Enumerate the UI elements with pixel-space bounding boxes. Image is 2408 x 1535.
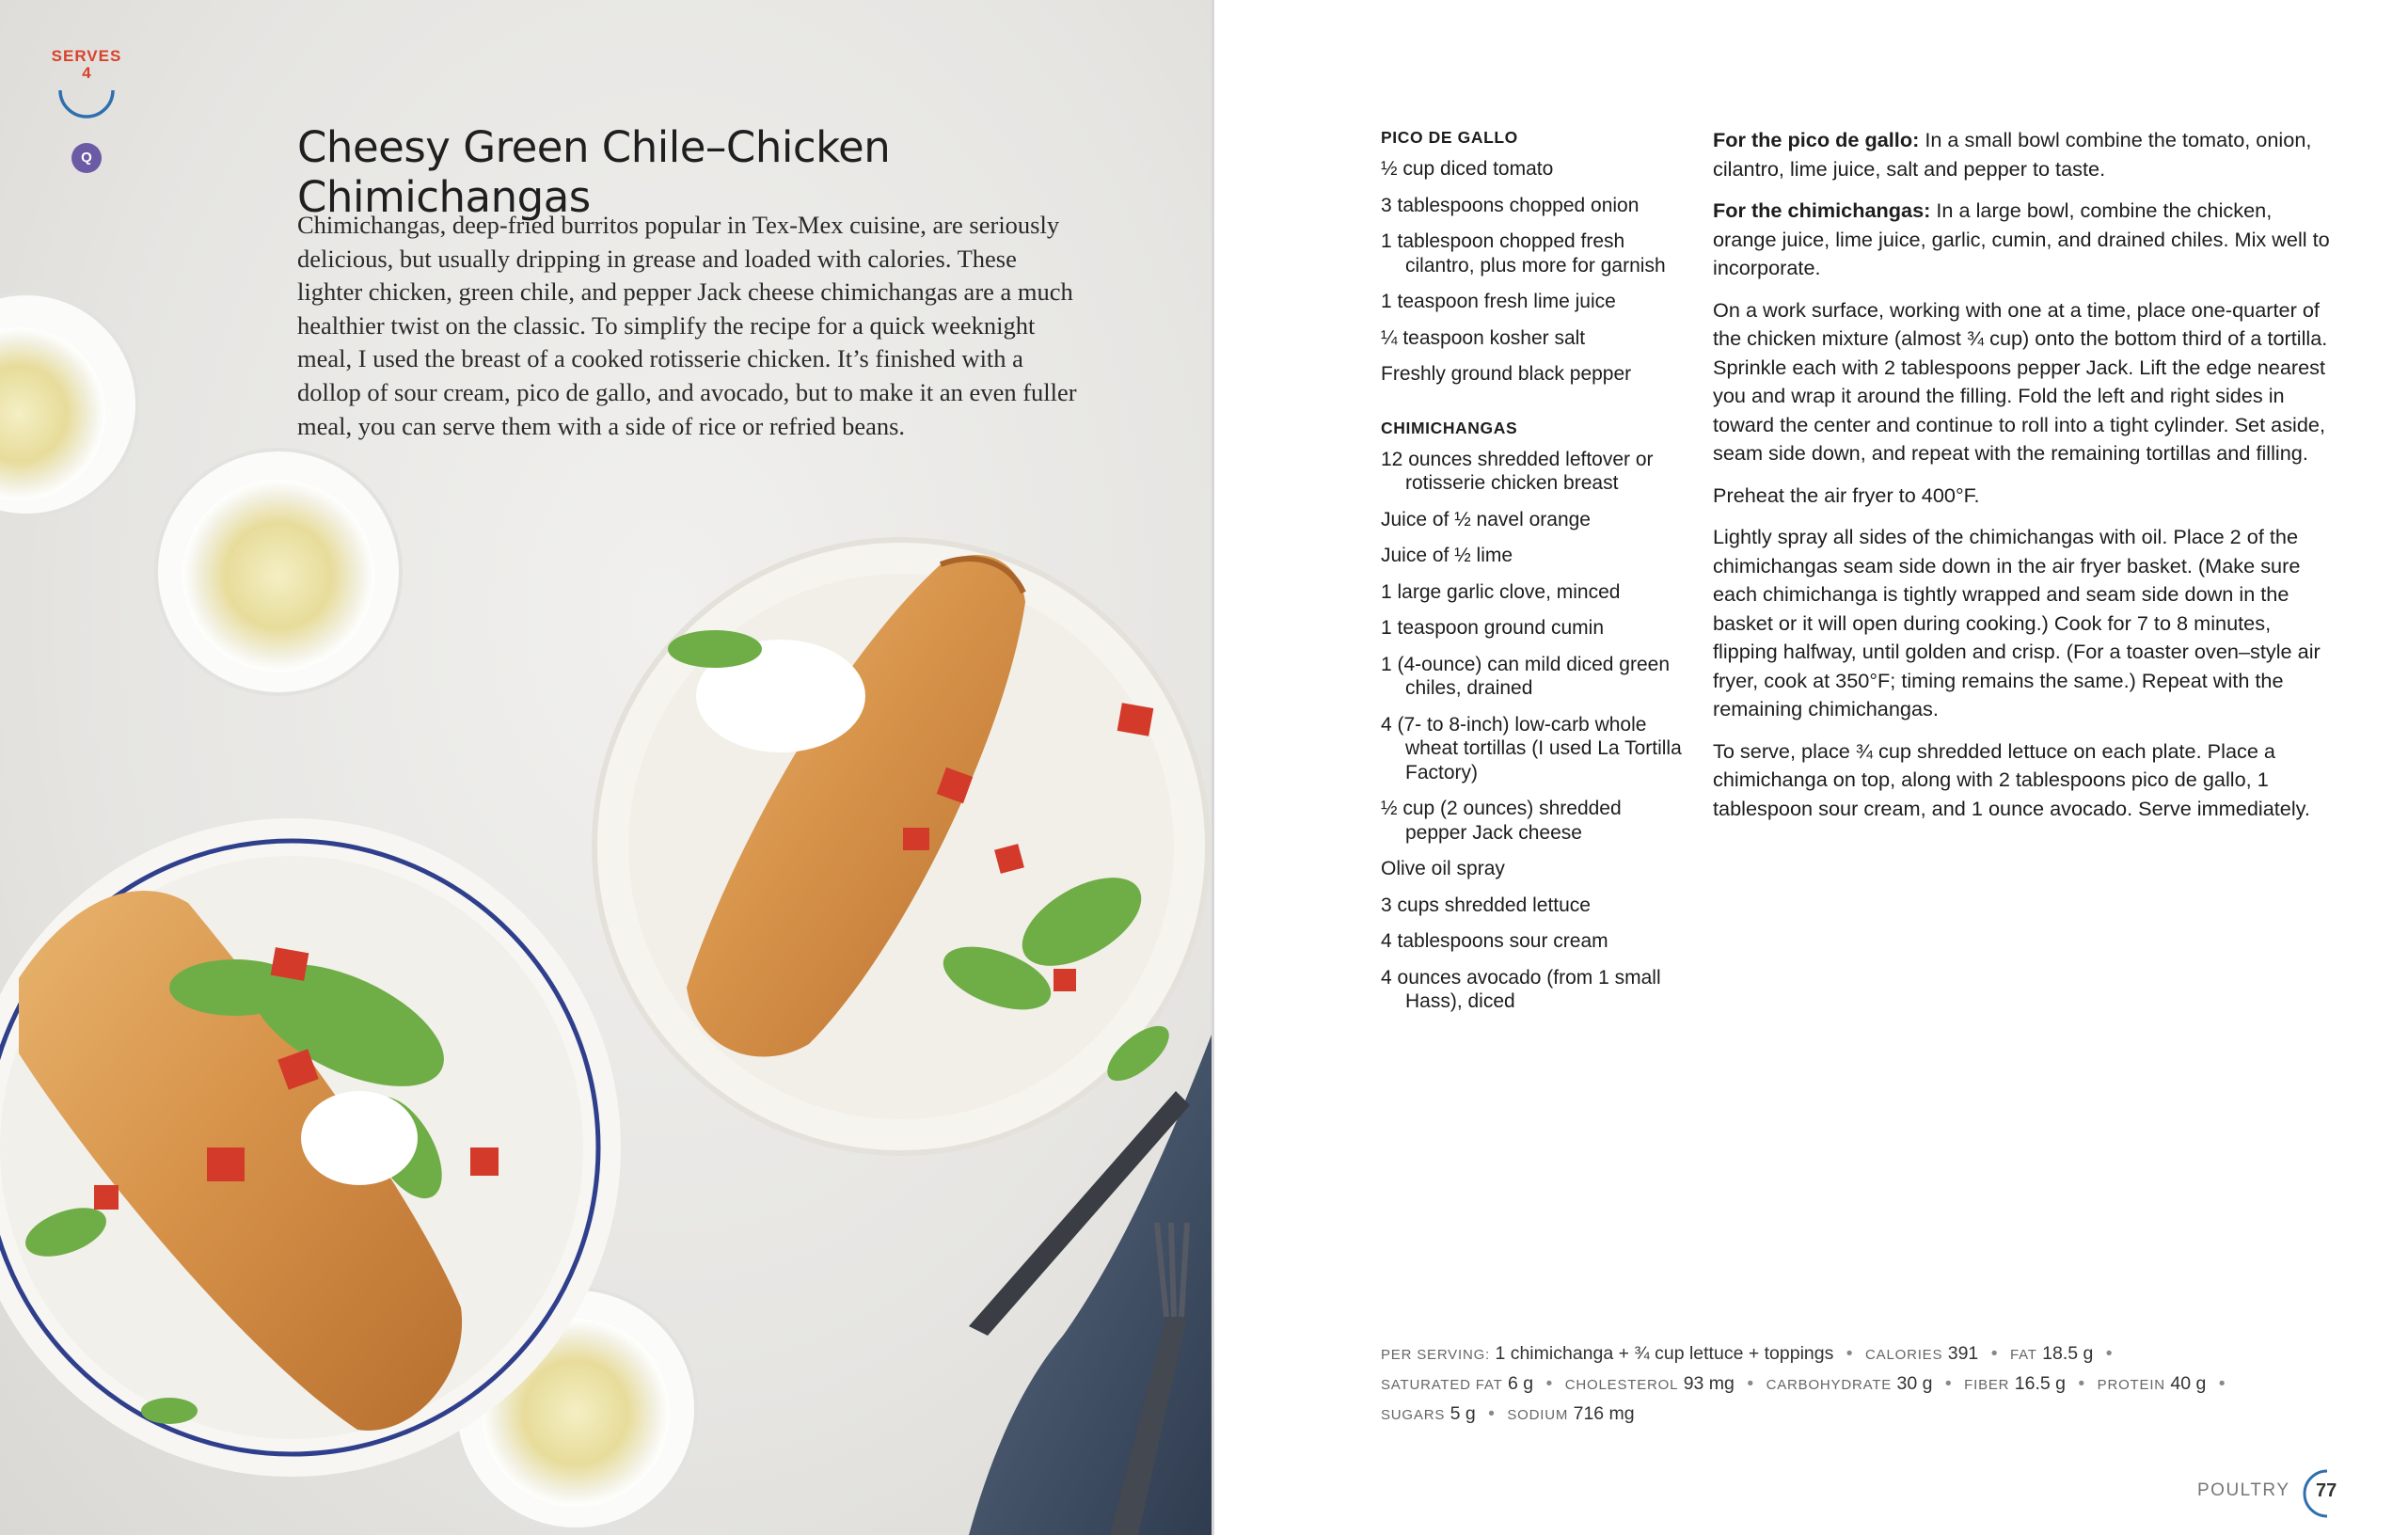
protein-label: PROTEIN — [2097, 1377, 2165, 1393]
per-serving-label: PER SERVING: — [1381, 1347, 1491, 1363]
separator: • — [1944, 1373, 1952, 1394]
pico-heading: PICO DE GALLO — [1381, 128, 1518, 147]
section-name: POULTRY — [2197, 1480, 2290, 1500]
method-text: In a large bowl, combine the chicken, orange juice, lime juice, garlic, cumin, and drained chiles. Mix well to incorporate. — [1713, 198, 2330, 279]
serves-count: 4 — [82, 64, 91, 82]
method-text: In a small bowl combine the tomato, onion, cilantro, lime juice, salt and pepper to taste. — [1713, 128, 2312, 181]
ingredient-item: Juice of ½ navel orange — [1381, 508, 1591, 530]
glass-middle — [156, 450, 401, 694]
ingredient-item: 3 tablespoons chopped onion — [1381, 194, 1640, 216]
ingredient-item: 3 cups shredded lettuce — [1381, 894, 1591, 916]
separator: • — [1990, 1343, 1998, 1364]
ingredient-item: Freshly ground black pepper — [1381, 363, 1632, 385]
nutrition-line-3 — [1381, 1400, 2350, 1430]
ingredient-item: ¼ teaspoon kosher salt — [1381, 326, 1586, 349]
fiber-value: 16.5 g — [2014, 1373, 2066, 1394]
separator: • — [1545, 1373, 1553, 1394]
recipe-title: Cheesy Green Chile–Chicken Chimichangas — [297, 122, 891, 222]
ingredient-item: 4 (7- to 8-inch) low-carb whole wheat tortillas (I used La Tortilla Factory) — [1381, 713, 1682, 783]
sodium-label: SODIUM — [1507, 1407, 1569, 1423]
protein-value: 40 g — [2170, 1373, 2207, 1394]
glass-top-left — [0, 293, 137, 515]
method-step-chimichangas — [1713, 197, 2334, 283]
separator: • — [1488, 1403, 1495, 1424]
sat-fat-label: SATURATED FAT — [1381, 1377, 1503, 1393]
cholesterol-label: CHOLESTEROL — [1564, 1377, 1679, 1393]
ingredient-item: ½ cup (2 ounces) shredded pepper Jack cheese — [1381, 798, 1622, 844]
fiber-label: FIBER — [1964, 1377, 2010, 1393]
nutrition-info — [1381, 1339, 2350, 1430]
method-step-cook: Lightly spray all sides of the chimichangas with oil. Place 2 of the chimichangas seam side down in the air fryer basket. (Make sure each chimichanga is tightly wrapped and seam side down in the basket or it will open during cooking.) Cook for 7 to 8 minutes, flipping halfway, until golden and crisp. (For a toaster oven–style air fryer, cook at 350°F; timing remains the same.) Repeat with the remaining chimichangas. — [1713, 525, 2321, 720]
page-gutter — [1212, 0, 1214, 1535]
nutrition-line-1 — [1381, 1339, 2350, 1369]
quick-icon: Q — [71, 143, 102, 173]
ingredient-item: 1 large garlic clove, minced — [1381, 580, 1621, 603]
ingredient-item: 4 ounces avocado (from 1 small Hass), diced — [1381, 966, 1661, 1012]
per-serving-value: 1 chimichanga + ¾ cup lettuce + toppings — [1495, 1343, 1834, 1364]
method-lead: For the chimichangas: — [1713, 198, 1931, 222]
page-footer — [2197, 1467, 2367, 1520]
fat-label: FAT — [2009, 1347, 2037, 1363]
fat-value: 18.5 g — [2042, 1343, 2094, 1364]
sugars-label: SUGARS — [1381, 1407, 1446, 1423]
ingredients-column — [1381, 128, 1682, 1026]
method-lead: For the pico de gallo: — [1713, 128, 1920, 151]
page-number: 77 — [2316, 1480, 2337, 1501]
method-step-serve: To serve, place ¾ cup shredded lettuce on each plate. Place a chimichanga on top, along with 2 tablespoons pico de gallo, 1 tablespoon sour cream, and 1 ounce avocado. Serve immediately. — [1713, 738, 2310, 820]
separator: • — [2078, 1373, 2085, 1394]
chimichangas-heading: CHIMICHANGAS — [1381, 418, 1518, 437]
plate-right — [594, 540, 1208, 1153]
ingredient-item: 1 teaspoon ground cumin — [1381, 617, 1604, 639]
separator: • — [1846, 1343, 1853, 1364]
calories-value: 391 — [1947, 1343, 1979, 1364]
method-step-pico — [1713, 126, 2334, 183]
sodium-value: 716 mg — [1573, 1403, 1635, 1424]
separator: • — [1747, 1373, 1754, 1394]
ingredient-item: Olive oil spray — [1381, 858, 1505, 879]
separator: • — [2218, 1373, 2226, 1394]
carbohydrate-label: CARBOHYDRATE — [1766, 1377, 1893, 1393]
method-step-assemble: On a work surface, working with one at a time, place one-quarter of the chicken mixture (almost ¾ cup) onto the bottom third of a tortilla. Sprinkle each with 2 tablespoons pepper Jack. Lift the edge nearest you and wrap it around the filling. Fold the left and right sides in toward the center and continue to roll into a tight cylinder. Set aside, seam side down, and repeat with the remaining tortillas and filling. — [1713, 297, 2328, 465]
ingredient-item: 12 ounces shredded leftover or rotisserie chicken breast — [1381, 448, 1654, 494]
method-column — [1713, 126, 2334, 836]
method-step-preheat: Preheat the air fryer to 400°F. — [1713, 483, 1980, 507]
cholesterol-value: 93 mg — [1683, 1373, 1735, 1394]
ingredient-item: 1 tablespoon chopped fresh cilantro, plus more for garnish — [1381, 230, 1666, 277]
separator: • — [2105, 1343, 2113, 1364]
ingredient-item: 1 (4-ounce) can mild diced green chiles, drained — [1381, 653, 1671, 699]
sat-fat-value: 6 g — [1508, 1373, 1534, 1394]
nutrition-line-2 — [1381, 1369, 2350, 1400]
serves-label: SERVES — [51, 47, 122, 65]
ingredient-item: 1 teaspoon fresh lime juice — [1381, 291, 1616, 312]
carbohydrate-value: 30 g — [1896, 1373, 1933, 1394]
ingredient-item: Juice of ½ lime — [1381, 545, 1513, 566]
ingredient-item: ½ cup diced tomato — [1381, 158, 1554, 180]
calories-label: CALORIES — [1865, 1347, 1943, 1363]
ingredient-item: 4 tablespoons sour cream — [1381, 930, 1608, 952]
sugars-value: 5 g — [1450, 1403, 1476, 1424]
recipe-intro: Chimichangas, deep-fried burritos popular in Tex-Mex cuisine, are seriously delicious, but usually dripping in grease and loaded with calories. These lighter chicken, green chile, and pepper Jack cheese chimichangas are a much healthier twist on the classic. To simplify the recipe for a quick weeknight meal, I used the breast of a cooked rotisserie chicken. It’s finished with a dollop of sour cream, pico de gallo, and avocado, but to make it an even fuller meal, you can serve them with a side of rice or refried beans. — [297, 211, 1077, 440]
